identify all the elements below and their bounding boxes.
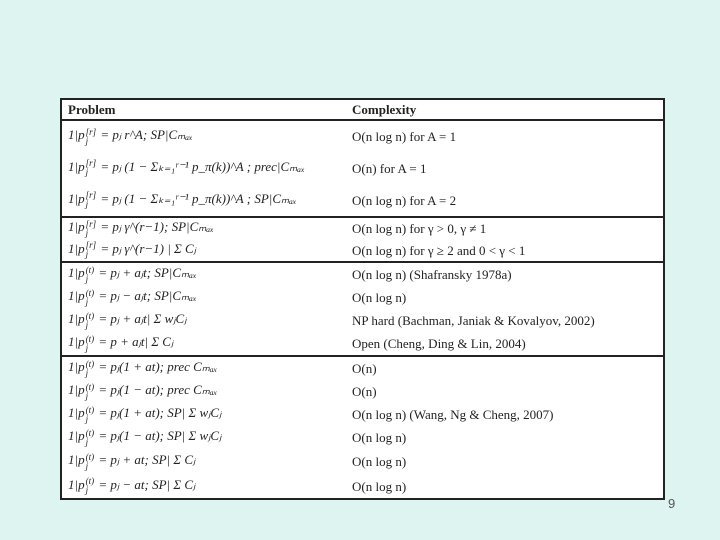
table-row bbox=[62, 286, 663, 309]
problem-cell bbox=[62, 428, 346, 446]
superscript: (t) bbox=[85, 381, 95, 392]
subscript: j bbox=[85, 436, 89, 447]
subscript: j bbox=[85, 249, 89, 259]
formula: = pⱼ γ^(r−1); SP|Cₘₐₓ bbox=[97, 219, 214, 235]
table-body bbox=[62, 121, 663, 498]
complexity-cell: O(n log n) (Wang, Ng & Cheng, 2007) bbox=[352, 407, 554, 422]
prefix: 1|p bbox=[68, 158, 85, 174]
index-stack bbox=[86, 220, 97, 238]
subscript: j bbox=[85, 342, 89, 353]
complexity-cell: O(n) bbox=[352, 361, 377, 376]
page-number: 9 bbox=[668, 496, 676, 511]
subscript: j bbox=[85, 367, 89, 378]
superscript: [r] bbox=[85, 126, 97, 137]
superscript: (t) bbox=[85, 476, 95, 486]
table-row bbox=[62, 218, 663, 239]
formula: = pⱼ + aⱼt; SP|Cₘₐₓ bbox=[95, 265, 197, 281]
formula: = pⱼ + aⱼt| Σ wⱼCⱼ bbox=[95, 311, 187, 327]
problem-cell bbox=[62, 159, 346, 177]
problem-cell bbox=[62, 477, 346, 495]
superscript: (t) bbox=[85, 451, 95, 462]
table-row bbox=[62, 121, 663, 152]
problem-cell bbox=[62, 311, 346, 329]
subscript: j bbox=[85, 273, 89, 284]
table-row bbox=[62, 380, 663, 403]
complexity-cell: O(n log n) for γ > 0, γ ≠ 1 bbox=[352, 221, 487, 236]
prefix: 1|p bbox=[68, 265, 85, 281]
superscript: [r] bbox=[85, 240, 97, 250]
superscript: (t) bbox=[85, 310, 95, 321]
complexity-cell: NP hard (Bachman, Janiak & Kovalyov, 2002) bbox=[352, 313, 595, 328]
index-stack bbox=[86, 406, 95, 424]
table-row bbox=[62, 426, 663, 449]
table-header bbox=[62, 100, 663, 121]
index-stack bbox=[86, 128, 97, 146]
header-problem: Problem bbox=[68, 102, 116, 117]
index-stack bbox=[86, 191, 97, 209]
superscript: (t) bbox=[85, 333, 95, 344]
table-row bbox=[62, 357, 663, 380]
superscript: (t) bbox=[85, 358, 95, 369]
index-stack bbox=[86, 312, 95, 330]
prefix: 1|p bbox=[68, 428, 85, 444]
prefix: 1|p bbox=[68, 311, 85, 327]
index-stack bbox=[86, 266, 95, 284]
problem-cell bbox=[62, 288, 346, 306]
subscript: j bbox=[85, 167, 89, 177]
index-stack bbox=[86, 241, 97, 259]
prefix: 1|p bbox=[68, 334, 85, 350]
problem-cell bbox=[62, 241, 346, 259]
superscript: [r] bbox=[85, 190, 97, 200]
table-row bbox=[62, 263, 663, 286]
complexity-cell: O(n log n) (Shafransky 1978a) bbox=[352, 267, 512, 282]
complexity-cell: O(n log n) bbox=[352, 430, 407, 445]
formula: = pⱼ r^A; SP|Cₘₐₓ bbox=[97, 127, 193, 143]
problem-cell bbox=[62, 334, 346, 352]
formula: = pⱼ + at; SP| Σ Cⱼ bbox=[95, 452, 196, 468]
table-row bbox=[62, 474, 663, 498]
prefix: 1|p bbox=[68, 127, 85, 143]
formula: = pⱼ − at; SP| Σ Cⱼ bbox=[95, 476, 196, 492]
subscript: j bbox=[85, 485, 89, 495]
formula: = pⱼ(1 − at); SP| Σ wⱼCⱼ bbox=[95, 428, 222, 444]
prefix: 1|p bbox=[68, 405, 85, 421]
complexity-cell: O(n log n) for A = 2 bbox=[352, 192, 457, 208]
table-row bbox=[62, 403, 663, 426]
table-group bbox=[62, 357, 663, 498]
problem-cell bbox=[62, 191, 346, 209]
complexity-cell: O(n) for A = 1 bbox=[352, 160, 427, 176]
prefix: 1|p bbox=[68, 288, 85, 304]
subscript: j bbox=[85, 390, 89, 401]
prefix: 1|p bbox=[68, 476, 85, 492]
subscript: j bbox=[85, 227, 89, 238]
prefix: 1|p bbox=[68, 190, 85, 206]
index-stack bbox=[86, 159, 97, 177]
index-stack bbox=[86, 360, 95, 378]
prefix: 1|p bbox=[68, 240, 85, 256]
superscript: (t) bbox=[85, 404, 95, 415]
table-group bbox=[62, 263, 663, 357]
complexity-cell: Open (Cheng, Ding & Lin, 2004) bbox=[352, 336, 526, 351]
table-row bbox=[62, 332, 663, 355]
complexity-table bbox=[60, 98, 665, 500]
formula: = p + aⱼt| Σ Cⱼ bbox=[95, 334, 174, 350]
problem-cell bbox=[62, 359, 346, 377]
subscript: j bbox=[85, 199, 89, 209]
superscript: [r] bbox=[85, 158, 97, 168]
complexity-cell: O(n log n) for A = 1 bbox=[352, 129, 457, 144]
complexity-cell: O(n log n) bbox=[352, 454, 407, 469]
superscript: [r] bbox=[85, 218, 97, 229]
problem-cell bbox=[62, 127, 346, 145]
prefix: 1|p bbox=[68, 452, 85, 468]
complexity-cell: O(n log n) bbox=[352, 290, 407, 305]
formula: = pⱼ(1 + at); SP| Σ wⱼCⱼ bbox=[95, 405, 222, 421]
subscript: j bbox=[85, 296, 89, 307]
formula: = pⱼ(1 − at); prec Cₘₐₓ bbox=[95, 382, 218, 398]
problem-cell bbox=[62, 265, 346, 283]
table-group bbox=[62, 121, 663, 218]
subscript: j bbox=[85, 413, 89, 424]
index-stack bbox=[86, 477, 95, 495]
problem-cell bbox=[62, 382, 346, 400]
complexity-cell: O(n log n) for γ ≥ 2 and 0 < γ < 1 bbox=[352, 242, 526, 258]
formula: = pⱼ (1 − Σₖ₌₁ʳ⁻¹ p_π(k))^A ; SP|Cₘₐₓ bbox=[97, 190, 297, 206]
index-stack bbox=[86, 429, 95, 447]
formula: = pⱼ γ^(r−1) | Σ Cⱼ bbox=[97, 240, 196, 256]
index-stack bbox=[86, 289, 95, 307]
table-row bbox=[62, 152, 663, 184]
table-row bbox=[62, 184, 663, 216]
formula: = pⱼ − aⱼt; SP|Cₘₐₓ bbox=[95, 288, 197, 304]
superscript: (t) bbox=[85, 287, 95, 298]
problem-cell bbox=[62, 219, 346, 237]
problem-cell bbox=[62, 452, 346, 470]
table-row bbox=[62, 309, 663, 332]
subscript: j bbox=[85, 319, 89, 330]
subscript: j bbox=[85, 135, 89, 146]
superscript: (t) bbox=[85, 427, 95, 438]
table-group bbox=[62, 218, 663, 263]
prefix: 1|p bbox=[68, 219, 85, 235]
header-complexity: Complexity bbox=[352, 102, 417, 117]
index-stack bbox=[86, 383, 95, 401]
formula: = pⱼ (1 − Σₖ₌₁ʳ⁻¹ p_π(k))^A ; prec|Cₘₐₓ bbox=[97, 158, 305, 174]
problem-cell bbox=[62, 405, 346, 423]
formula: = pⱼ(1 + at); prec Cₘₐₓ bbox=[95, 359, 218, 375]
index-stack bbox=[86, 453, 95, 471]
complexity-cell: O(n) bbox=[352, 384, 377, 399]
complexity-cell: O(n log n) bbox=[352, 478, 407, 494]
subscript: j bbox=[85, 460, 89, 471]
superscript: (t) bbox=[85, 264, 95, 275]
prefix: 1|p bbox=[68, 382, 85, 398]
index-stack bbox=[86, 335, 95, 353]
table-row bbox=[62, 449, 663, 474]
prefix: 1|p bbox=[68, 359, 85, 375]
table-row bbox=[62, 239, 663, 261]
